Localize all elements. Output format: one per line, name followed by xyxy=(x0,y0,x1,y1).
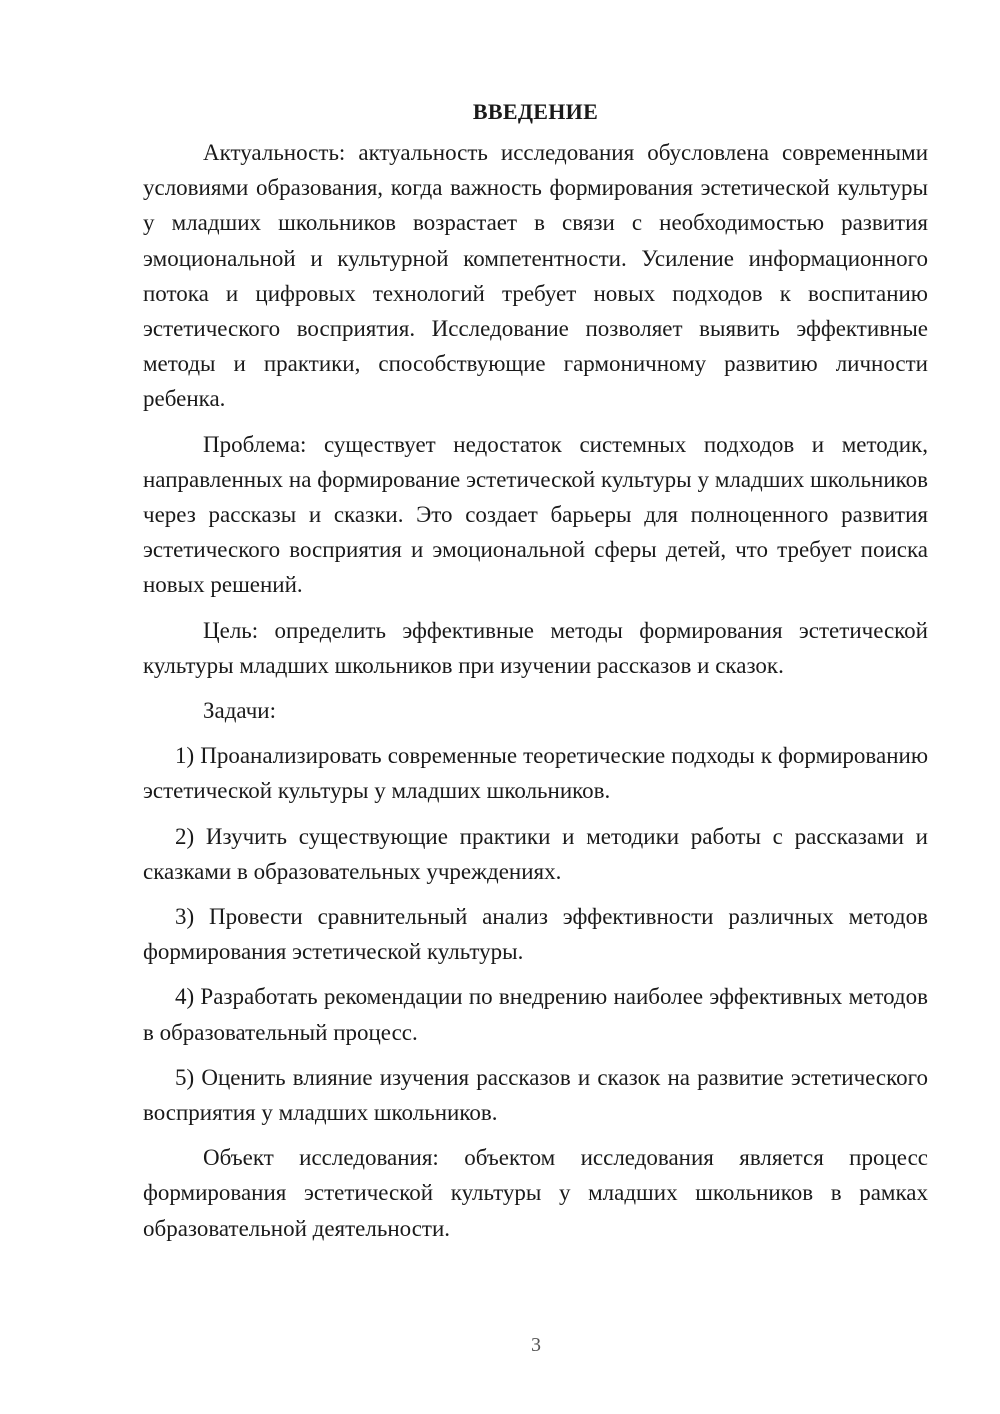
problem-paragraph: Проблема: существует недостаток системных подходов и методик, направленных на формирование эстетической культуры у младших школьников через рассказы и сказки. Это создает барьеры для полноценного развития эстетического восприятия и эмоциональной сферы детей, что требует поиска новых решений. xyxy=(143,431,928,598)
relevance-paragraph: Актуальность: актуальность исследования обусловлена современными условиями образования, когда важность формирования эстетической культуры у младших школьников возрастает в связи с необходимостью развития эмоциональной и культурной компетентности. Усиление информационного потока и цифровых технологий требует новых подходов к воспитанию эстетического восприятия. Исследование позволяет выявить эффективные методы и практики, способствующие гармоничному развитию личности ребенка. xyxy=(143,140,928,412)
task-item: 1) Проанализировать современные теоретические подходы к формированию эстетической культуры у младших школьников. xyxy=(143,743,928,804)
task-item: 4) Разработать рекомендации по внедрению наиболее эффективных методов в образовательный процесс. xyxy=(143,984,928,1045)
goal-paragraph: Цель: определить эффективные методы формирования эстетической культуры младших школьников при изучении рассказов и сказок. xyxy=(143,617,928,678)
object-paragraph: Объект исследования: объектом исследования является процесс формирования эстетической культуры у младших школьников в рамках образовательной деятельности. xyxy=(143,1145,928,1241)
document-body xyxy=(143,94,928,1256)
section-heading: ВВЕДЕНИЕ xyxy=(472,99,599,124)
task-item: 3) Провести сравнительный анализ эффективности различных методов формирования эстетической культуры. xyxy=(143,904,928,965)
task-item: 5) Оценить влияние изучения рассказов и сказок на развитие эстетического восприятия у младших школьников. xyxy=(143,1064,928,1126)
task-item: 2) Изучить существующие практики и методики работы с рассказами и сказками в образовательных учреждениях. xyxy=(143,823,928,884)
tasks-label: Задачи: xyxy=(203,698,276,724)
page-number: 3 xyxy=(531,1334,541,1356)
